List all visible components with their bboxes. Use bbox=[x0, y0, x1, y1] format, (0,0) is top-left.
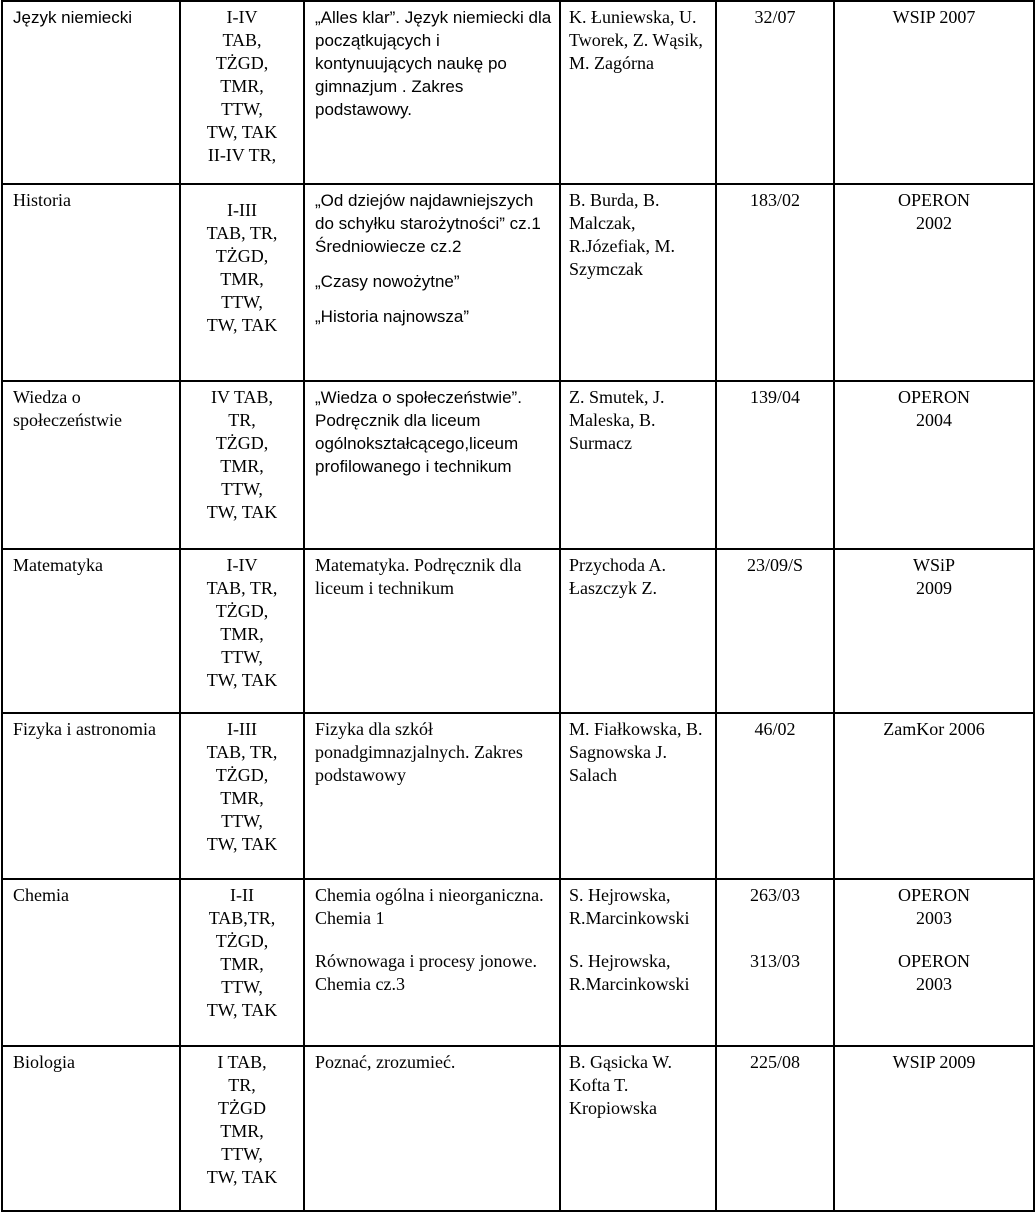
class-line: I-III bbox=[227, 200, 257, 220]
subject-name: Biologia bbox=[13, 1052, 75, 1072]
class-line: TŻGD, bbox=[215, 765, 269, 785]
spacer bbox=[315, 293, 553, 305]
approval-number-cell bbox=[716, 1046, 834, 1211]
spacer bbox=[315, 930, 553, 950]
table-row bbox=[2, 1046, 1034, 1211]
subject-name: Fizyka i astronomia bbox=[13, 719, 156, 739]
publisher: WSIP 2009 bbox=[892, 1052, 976, 1072]
book-authors: Przychoda A. Łaszczyk Z. bbox=[569, 555, 666, 598]
class-line: I-IV bbox=[226, 7, 258, 27]
classes-cell bbox=[180, 381, 304, 549]
subject-name: Wiedza o społeczeństwie bbox=[13, 387, 122, 430]
table-row bbox=[2, 549, 1034, 713]
book-title: „Wiedza o społeczeństwie”. Podręcznik dla liceum ogólnokształcącego,liceum profilowanego i technikum bbox=[315, 388, 522, 476]
table-row bbox=[2, 184, 1034, 381]
authors-cell bbox=[560, 1046, 716, 1211]
book-authors: K. Łuniewska, U. Tworek, Z. Wąsik, M. Zagórna bbox=[569, 7, 703, 73]
class-line: TTW, bbox=[221, 479, 263, 499]
classes-cell bbox=[180, 184, 304, 381]
class-line: TW, TAK bbox=[206, 1167, 278, 1187]
approval-number-cell bbox=[716, 1, 834, 184]
class-line: TW, TAK bbox=[206, 1000, 278, 1020]
spacer bbox=[569, 930, 709, 950]
table-row bbox=[2, 879, 1034, 1046]
book-title: „Historia najnowsza” bbox=[315, 307, 469, 326]
class-line: TW, TAK bbox=[206, 122, 278, 142]
class-line: TW, TAK bbox=[206, 670, 278, 690]
class-line: TAB, TR, bbox=[206, 223, 278, 243]
table-row bbox=[2, 1, 1034, 184]
authors-cell bbox=[560, 184, 716, 381]
approval-number: 32/07 bbox=[754, 7, 796, 27]
class-line: TR, bbox=[228, 1075, 256, 1095]
class-line: TTW, bbox=[221, 811, 263, 831]
book-title: Równowaga i procesy jonowe. Chemia cz.3 bbox=[315, 951, 537, 994]
title-cell bbox=[304, 184, 560, 381]
approval-number: 46/02 bbox=[754, 719, 796, 739]
class-line: TŻGD, bbox=[215, 433, 269, 453]
publisher-cell bbox=[834, 1046, 1034, 1211]
publisher: ZamKor 2006 bbox=[883, 719, 985, 739]
class-line: TW, TAK bbox=[206, 502, 278, 522]
publisher-year: 2003 bbox=[916, 974, 952, 994]
class-line: TTW, bbox=[221, 99, 263, 119]
subject-cell bbox=[2, 713, 180, 879]
class-line: TAB, TR, bbox=[206, 742, 278, 762]
classes-cell bbox=[180, 879, 304, 1046]
publisher-cell bbox=[834, 184, 1034, 381]
class-line: TŻGD, bbox=[215, 246, 269, 266]
publisher: OPERON bbox=[897, 951, 970, 971]
class-line: TŻGD bbox=[218, 1098, 266, 1118]
authors-cell bbox=[560, 1, 716, 184]
publisher-cell bbox=[834, 549, 1034, 713]
class-line: I-II bbox=[230, 885, 254, 905]
book-authors: Z. Smutek, J. Maleska, B. Surmacz bbox=[569, 387, 665, 453]
subject-cell bbox=[2, 184, 180, 381]
subject-name: Chemia bbox=[13, 885, 69, 905]
authors-cell bbox=[560, 549, 716, 713]
class-line: TAB,TR, bbox=[208, 908, 276, 928]
book-title: „Od dziejów najdawniejszych do schyłku starożytności” cz.1 Średniowiecze cz.2 bbox=[315, 191, 541, 256]
classes-cell bbox=[180, 549, 304, 713]
publisher-year: 2002 bbox=[916, 213, 952, 233]
class-line: TMR, bbox=[220, 954, 264, 974]
book-title: „Alles klar”. Język niemiecki dla początkujących i kontynuujących naukę po gimnazjum . Zakres podstawowy. bbox=[315, 8, 552, 119]
class-line: TW, TAK bbox=[206, 834, 278, 854]
class-line: I-III bbox=[227, 719, 257, 739]
subject-cell bbox=[2, 1, 180, 184]
subject-name: Historia bbox=[13, 190, 71, 210]
class-line: I-IV bbox=[226, 555, 258, 575]
subject-cell bbox=[2, 549, 180, 713]
subject-cell bbox=[2, 1046, 180, 1211]
approval-number: 139/04 bbox=[749, 387, 800, 407]
subject-name: Matematyka bbox=[13, 555, 103, 575]
approval-number: 313/03 bbox=[749, 951, 800, 971]
class-line: TTW, bbox=[221, 292, 263, 312]
subject-cell bbox=[2, 381, 180, 549]
class-line: TŻGD, bbox=[215, 931, 269, 951]
approval-number: 183/02 bbox=[749, 190, 800, 210]
publisher: OPERON bbox=[897, 387, 970, 407]
publisher-cell bbox=[834, 713, 1034, 879]
publisher-cell bbox=[834, 381, 1034, 549]
class-line: TŻGD, bbox=[215, 53, 269, 73]
classes-cell bbox=[180, 1, 304, 184]
class-line: TMR, bbox=[220, 269, 264, 289]
approval-number-cell bbox=[716, 381, 834, 549]
book-title: Poznać, zrozumieć. bbox=[315, 1052, 456, 1072]
publisher-year: 2009 bbox=[916, 578, 952, 598]
book-title: Chemia ogólna i nieorganiczna. Chemia 1 bbox=[315, 885, 544, 928]
publisher: WSiP bbox=[912, 555, 955, 575]
book-title: Fizyka dla szkół ponadgimnazjalnych. Zakres podstawowy bbox=[315, 719, 523, 785]
authors-cell bbox=[560, 713, 716, 879]
publisher-year: 2004 bbox=[916, 410, 952, 430]
title-cell bbox=[304, 1046, 560, 1211]
title-cell bbox=[304, 1, 560, 184]
publisher-year: 2003 bbox=[916, 908, 952, 928]
authors-cell bbox=[560, 879, 716, 1046]
title-cell bbox=[304, 879, 560, 1046]
approval-number: 225/08 bbox=[749, 1052, 800, 1072]
class-line: TTW, bbox=[221, 1144, 263, 1164]
publisher: OPERON bbox=[897, 885, 970, 905]
class-line: I TAB, bbox=[217, 1052, 267, 1072]
approval-number: 263/03 bbox=[749, 885, 800, 905]
title-cell bbox=[304, 713, 560, 879]
class-line: TR, bbox=[228, 410, 256, 430]
class-line: TMR, bbox=[220, 788, 264, 808]
authors-cell bbox=[560, 381, 716, 549]
subject-name: Język niemiecki bbox=[13, 8, 133, 27]
class-line: TTW, bbox=[221, 647, 263, 667]
class-line: TAB, bbox=[222, 30, 262, 50]
class-line: IV TAB, bbox=[211, 387, 273, 407]
book-authors: M. Fiałkowska, B. Sagnowska J. Salach bbox=[569, 719, 703, 785]
table-row bbox=[2, 381, 1034, 549]
classes-cell bbox=[180, 713, 304, 879]
book-authors: S. Hejrowska, R.Marcinkowski bbox=[569, 951, 690, 994]
textbook-table bbox=[1, 0, 1035, 1212]
class-line: TTW, bbox=[221, 977, 263, 997]
book-authors: B. Burda, B. Malczak, R.Józefiak, M. Szymczak bbox=[569, 190, 675, 279]
class-line: TAB, TR, bbox=[206, 578, 278, 598]
book-authors: S. Hejrowska, R.Marcinkowski bbox=[569, 885, 690, 928]
subject-cell bbox=[2, 879, 180, 1046]
approval-number-cell bbox=[716, 549, 834, 713]
class-line: TMR, bbox=[220, 456, 264, 476]
class-line: II-IV TR, bbox=[207, 145, 277, 165]
book-authors: B. Gąsicka W. Kofta T. Kropiowska bbox=[569, 1052, 672, 1118]
approval-number-cell bbox=[716, 713, 834, 879]
approval-number-cell bbox=[716, 184, 834, 381]
title-cell bbox=[304, 381, 560, 549]
publisher-cell bbox=[834, 1, 1034, 184]
class-line: TMR, bbox=[220, 1121, 264, 1141]
book-title: Matematyka. Podręcznik dla liceum i technikum bbox=[315, 555, 522, 598]
spacer bbox=[841, 930, 1027, 950]
publisher-cell bbox=[834, 879, 1034, 1046]
class-line: TŻGD, bbox=[215, 601, 269, 621]
approval-number-cell bbox=[716, 879, 834, 1046]
publisher: OPERON bbox=[897, 190, 970, 210]
class-line: TMR, bbox=[220, 76, 264, 96]
classes-cell bbox=[180, 1046, 304, 1211]
class-line: TMR, bbox=[220, 624, 264, 644]
title-cell bbox=[304, 549, 560, 713]
publisher: WSIP 2007 bbox=[892, 7, 976, 27]
spacer bbox=[315, 258, 553, 270]
approval-number: 23/09/S bbox=[746, 555, 803, 575]
spacer bbox=[723, 907, 827, 950]
book-title: „Czasy nowożytne” bbox=[315, 272, 460, 291]
class-line: TW, TAK bbox=[206, 315, 278, 335]
table-row bbox=[2, 713, 1034, 879]
